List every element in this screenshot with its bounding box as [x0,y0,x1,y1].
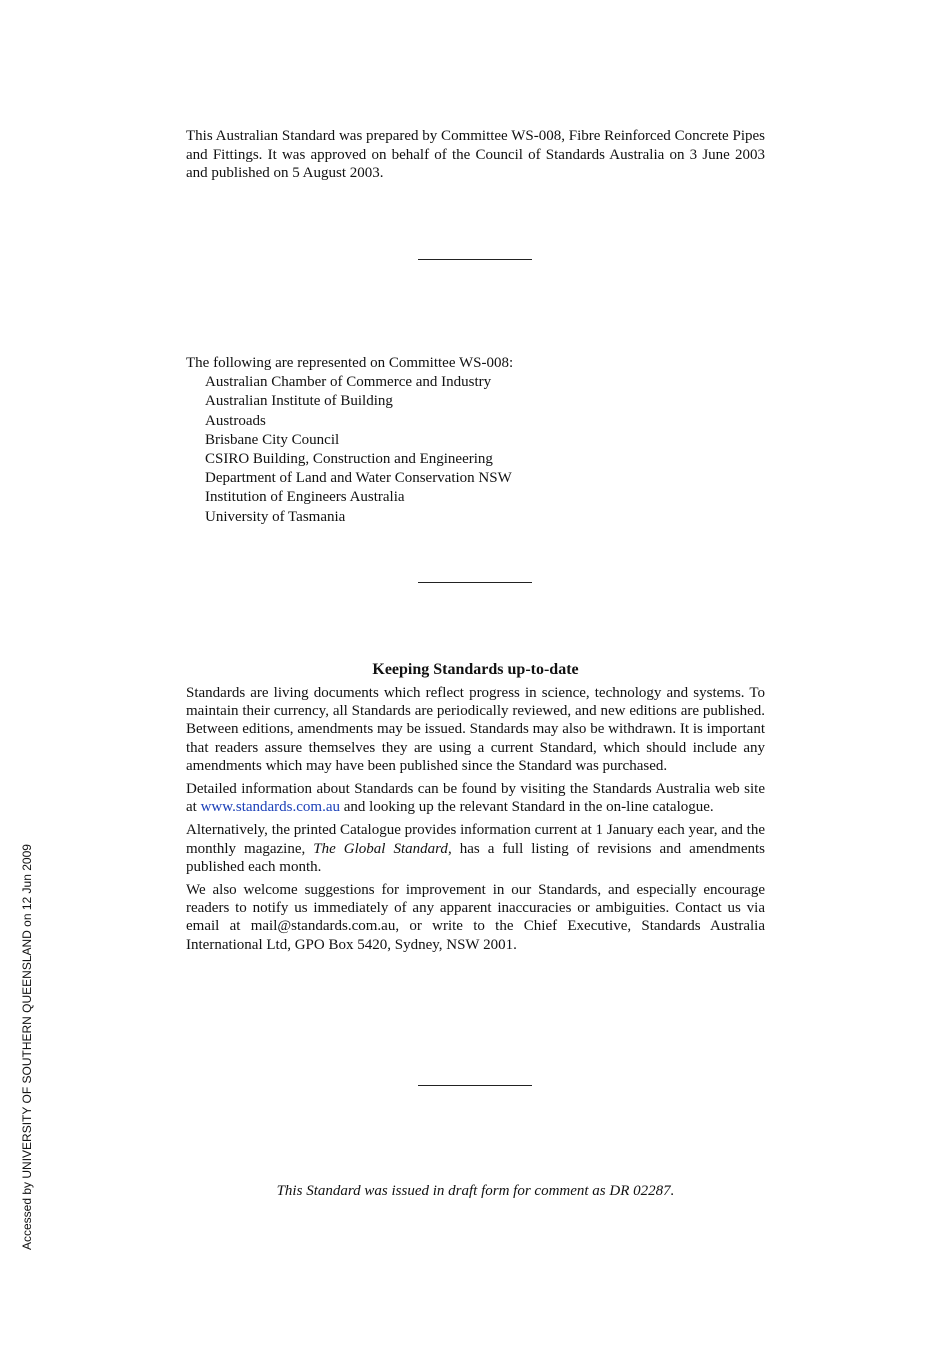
paragraph-text: , has a full listing of revisions and amendments published each month. [186,840,765,875]
paragraph-text: and looking up the relevant Standard in the on-line catalogue. [340,799,714,816]
committee-member: CSIRO Building, Construction and Engineering [205,451,493,468]
section-divider [418,582,532,583]
committee-member: Austroads [205,412,266,429]
committee-member: Australian Chamber of Commerce and Industry [205,374,492,391]
body-paragraph [186,780,765,816]
committee-member: Department of Land and Water Conservation NSW [205,470,512,487]
committee-member-list [186,373,765,527]
committee-member: Institution of Engineers Australia [205,489,405,506]
body-paragraph: We also welcome suggestions for improvement in our Standards, and especially encourage readers to notify us immediately of any apparent inaccuracies or ambiguities. Contact us via email at mail@standards.com.au, or write to the Chief Executive, Standards Australia International Ltd, GPO Box 5420, Sydney, NSW 2001. [186,882,765,953]
section-divider [418,1085,532,1086]
magazine-title: The Global Standard [313,840,448,857]
section-title: Keeping Standards up-to-date [372,661,579,678]
intro-paragraph: This Australian Standard was prepared by Committee WS-008, Fibre Reinforced Concrete Pipes and Fittings. It was approved on behalf of the Council of Standards Australia on 3 June 2003 and published on 5 August 2003. [186,128,765,181]
standards-website-link[interactable]: www.standards.com.au [200,799,340,816]
access-watermark: Accessed by UNIVERSITY OF SOUTHERN QUEENSLAND on 12 Jun 2009 [20,844,34,1250]
committee-member: University of Tasmania [205,508,346,525]
committee-member: Brisbane City Council [205,431,340,448]
paragraph-text: Alternatively, the printed Catalogue provides information current at 1 January each year, and the monthly magazine, [186,822,765,857]
section-divider [418,259,532,260]
body-paragraph: Standards are living documents which reflect progress in science, technology and systems. To maintain their currency, all Standards are periodically reviewed, and new editions are published. Between editions, amendments may be issued. Standards may also be withdrawn. It is important that readers assure themselves they are using a current Standard, which should include any amendments which may have been published since the Standard was purchased. [186,685,765,774]
committee-section [186,354,765,527]
body-paragraph [186,821,765,876]
draft-note: This Standard was issued in draft form for comment as DR 02287. [276,1183,675,1199]
committee-member: Australian Institute of Building [205,393,393,410]
keeping-standards-section [186,660,765,959]
committee-heading: The following are represented on Committee WS-008: [186,355,514,371]
paragraph-text: Detailed information about Standards can be found by visiting the Standards Australia web site at [186,781,765,816]
